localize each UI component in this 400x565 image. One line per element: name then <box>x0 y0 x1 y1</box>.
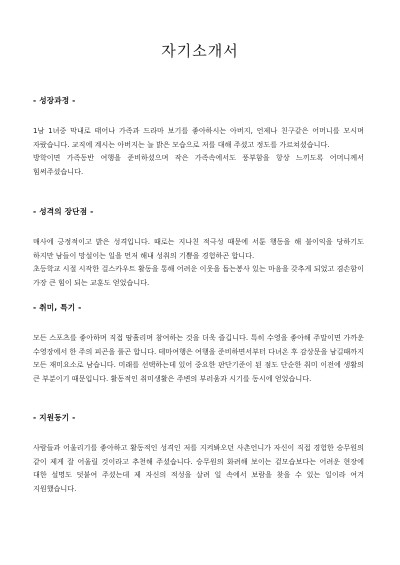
section-paragraph: 1남 1녀중 막내로 태어나 가족과 드라마 보기를 좋아하시는 아버지, 언제나 친구같은 어머니를 모시며 자랐습니다. 교직에 계시는 아버지는 늘 밝은 모습으로 저를 대해 주셨고 정도를 가르쳐셨습니다. <box>33 126 364 149</box>
section-paragraph: 초등학교 시절 시작한 걸스카우트 활동을 통해 어려운 이웃을 돕는봉사 있는 마음을 갖추게 되었고 겸손함이 가장 큰 힘이 되는 교훈도 얻었습니다. <box>33 264 364 287</box>
section-heading: - 취미, 특기 - <box>33 303 82 312</box>
section-paragraph: 모든 스포츠를 좋아하며 직접 땀흘리며 참여하는 것을 더욱 즐깁니다. 특히 수영을 좋아해 주말이면 가까운 수영장에서 한 주의 피곤을 풀곤 합니다. 테마여행은 여행을 준비하면서부터 다녀온 후 감상문을 남길때까지 모든 재미요소로 남습니다. 미래를 선택하는데 있어 중요한 판단기준이 된 점도 단순한 취미 이전에 생활의 큰 부분이기 때문입니다. 활동적인 취미생활은 주변의 부러움과 시기를 동시에 얻었습니다. <box>33 333 364 383</box>
section-paragraph: 매사에 긍정적이고 밝은 성격입니다. 때로는 지나친 적극성 때문에 서툰 행동을 해 불이익을 당하기도 하지만 남들이 망설이는 일을 먼저 해내 성취의 기쁨을 경험하곤 합니다. <box>33 237 364 260</box>
section-growth <box>33 95 364 178</box>
section-heading: - 성격의 장단점 - <box>33 207 94 216</box>
section-personality <box>33 206 364 289</box>
section-heading: - 지원동기 - <box>33 413 76 422</box>
document-title: 자기소개서 <box>161 42 239 60</box>
section-heading: - 성장과정 - <box>33 96 76 105</box>
section-paragraph: 방학이면 가족동반 여행을 준비하셨으며 작은 가족속에서도 풍부함을 항상 느끼도록 어머니께서 힘써주셨습니다. <box>33 153 364 176</box>
section-hobby <box>33 302 364 385</box>
section-motivation <box>33 412 364 495</box>
section-paragraph: 사람들과 어울리기를 좋아하고 활동적인 성격인 저를 지켜봐오던 사촌언니가 자신이 직접 경험한 승무원의 같이 제게 잘 어울릴 것이라고 추천해 주셨습니다. 승무원의 화려해 보이는 겉모습보다는 어려운 현장에 대한 설명도 덧붙여 주셨는데 제 자신의 적성을 살려 일 속에서 보람을 찾을 수 있는 일이라 여겨 지원했습니다. <box>33 443 364 493</box>
